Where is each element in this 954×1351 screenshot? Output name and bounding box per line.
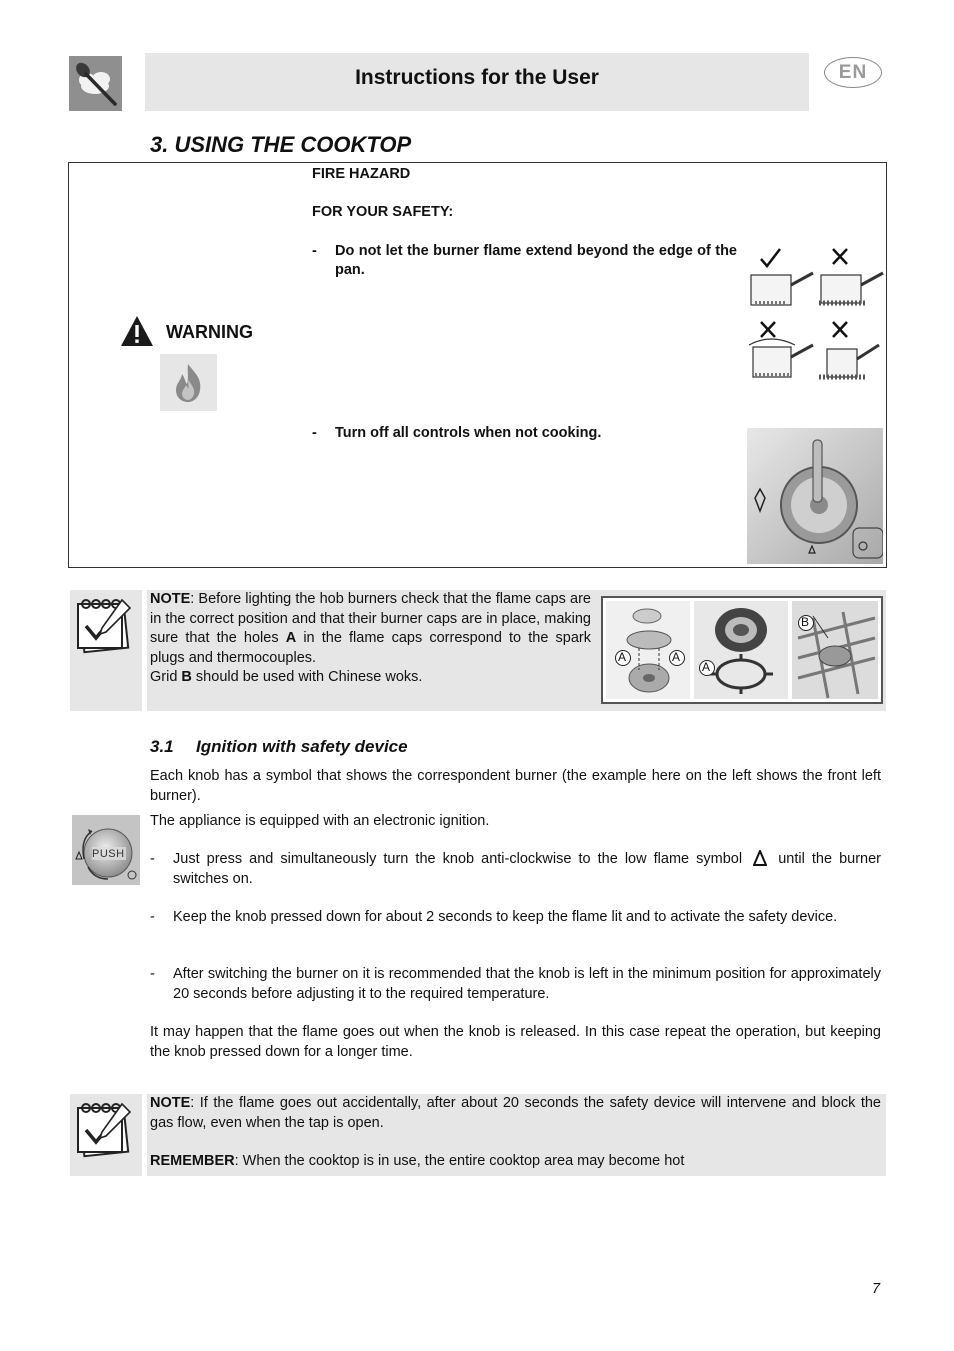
note-2-text xyxy=(150,1094,881,1133)
diagram-label-b xyxy=(798,615,814,636)
page-number: 7 xyxy=(872,1281,881,1297)
warning-bullet-1-text: Do not let the burner flame extend beyond the edge of the pan. xyxy=(335,243,737,278)
warning-label: WARNING xyxy=(166,322,253,342)
note-1-label: NOTE xyxy=(150,591,191,607)
push-knob-icon xyxy=(72,815,140,885)
for-your-safety-heading: FOR YOUR SAFETY: xyxy=(312,204,454,220)
low-flame-icon xyxy=(753,850,767,866)
note-2-text-body: : If the flame goes out accidentally, after about 20 seconds the safety device will intervene and block the gas flow, even when the tap is open. xyxy=(150,1095,881,1131)
diagram-label-a-middle-text: A xyxy=(702,660,711,674)
knob-illustration xyxy=(747,428,883,564)
note-pad-icon xyxy=(76,596,134,659)
note-1-grid-prefix: Grid xyxy=(150,669,182,685)
note-1-grid-letter: B xyxy=(181,669,192,685)
diagram-label-a-right xyxy=(669,650,685,671)
language-badge: EN xyxy=(824,57,882,88)
section-title: 3. USING THE COOKTOP xyxy=(150,132,412,157)
ignition-step-2-text: Keep the knob pressed down for about 2 seconds to keep the flame lit and to activate the safety device. xyxy=(173,909,838,925)
warning-bullet-1: - Do not let the burner flame extend beyond the edge of the pan. xyxy=(312,243,737,278)
electronic-ignition-text: The appliance is equipped with an electronic ignition. xyxy=(150,813,490,829)
subsection-number: 3.1 xyxy=(150,737,174,756)
note-2-body xyxy=(147,1094,886,1176)
note-2-icon-box xyxy=(70,1094,142,1176)
warning-bullet-2-text: Turn off all controls when not cooking. xyxy=(335,425,602,441)
flame-icon xyxy=(160,354,217,411)
ignition-intro: Each knob has a symbol that shows the correspondent burner (the example here on the left shows the front left burner). xyxy=(150,768,881,804)
remember-label: REMEMBER xyxy=(150,1153,235,1169)
note-2-remember xyxy=(150,1152,881,1172)
note-1-body xyxy=(147,590,886,711)
note-1-text xyxy=(150,590,591,688)
remember-text: : When the cooktop is in use, the entire cooktop area may become hot xyxy=(234,1153,685,1169)
note-1-icon-box xyxy=(70,590,142,711)
note-1-hole-letter: A xyxy=(285,630,297,646)
ignition-step-1-part-a: Just press and simultaneously turn the knob anti-clockwise to the low flame symbol xyxy=(173,851,743,867)
diagram-label-a-middle xyxy=(699,660,715,681)
pan-flame-illustration xyxy=(747,245,887,390)
warning-bullet-2: - Turn off all controls when not cooking. xyxy=(312,425,602,441)
note-2-label: NOTE xyxy=(150,1095,191,1111)
note-1-grid-suffix: should be used with Chinese woks. xyxy=(191,669,423,685)
subsection-title xyxy=(150,737,408,757)
note-1-text-part-2: in the flame caps correspond to the spark plugs and thermocouples. xyxy=(150,630,591,666)
header-bar xyxy=(145,53,809,111)
diagram-label-a-left-text: A xyxy=(618,650,627,664)
ignition-step-1: - Just press and simultaneously turn the knob anti-clockwise to the low flame symbol until the burner switches on. xyxy=(150,850,881,889)
note-1-text-part-1: : Before lighting the hob burners check that the flame caps are in the correct position and that their burner caps are in place, making sure that the holes xyxy=(150,591,591,646)
ignition-closing: It may happen that the flame goes out when the knob is released. In this case repeat the operation, but keeping the knob pressed down for a longer time. xyxy=(150,1024,881,1060)
push-label: PUSH xyxy=(92,848,125,860)
diagram-label-a-left xyxy=(615,650,631,671)
ignition-step-1-part-b: until the burner switches on. xyxy=(173,851,881,887)
ignition-step-1-text xyxy=(173,850,881,889)
ignition-step-3-text: After switching the burner on it is recommended that the knob is left in the minimum position for approximately 20 seconds before adjusting it to the required temperature. xyxy=(173,966,881,1002)
page-header-title: Instructions for the User xyxy=(355,66,599,89)
ignition-step-3: - After switching the burner on it is recommended that the knob is left in the minimum position for approximately 20 seconds before adjusting it to the required temperature. xyxy=(150,965,881,1004)
subsection-title-text: Ignition with safety device xyxy=(196,737,408,756)
burner-diagram xyxy=(601,596,883,704)
warning-box xyxy=(68,162,887,568)
warning-triangle-icon xyxy=(119,313,155,354)
note-pad-icon xyxy=(76,1100,134,1163)
diagram-label-a-right-text: A xyxy=(672,650,681,664)
fire-hazard-heading: FIRE HAZARD xyxy=(312,166,411,182)
ignition-step-2: - Keep the knob pressed down for about 2 seconds to keep the flame lit and to activate the safety device. xyxy=(150,908,881,928)
diagram-label-b-text: B xyxy=(801,615,810,629)
chef-logo-icon xyxy=(69,56,122,111)
